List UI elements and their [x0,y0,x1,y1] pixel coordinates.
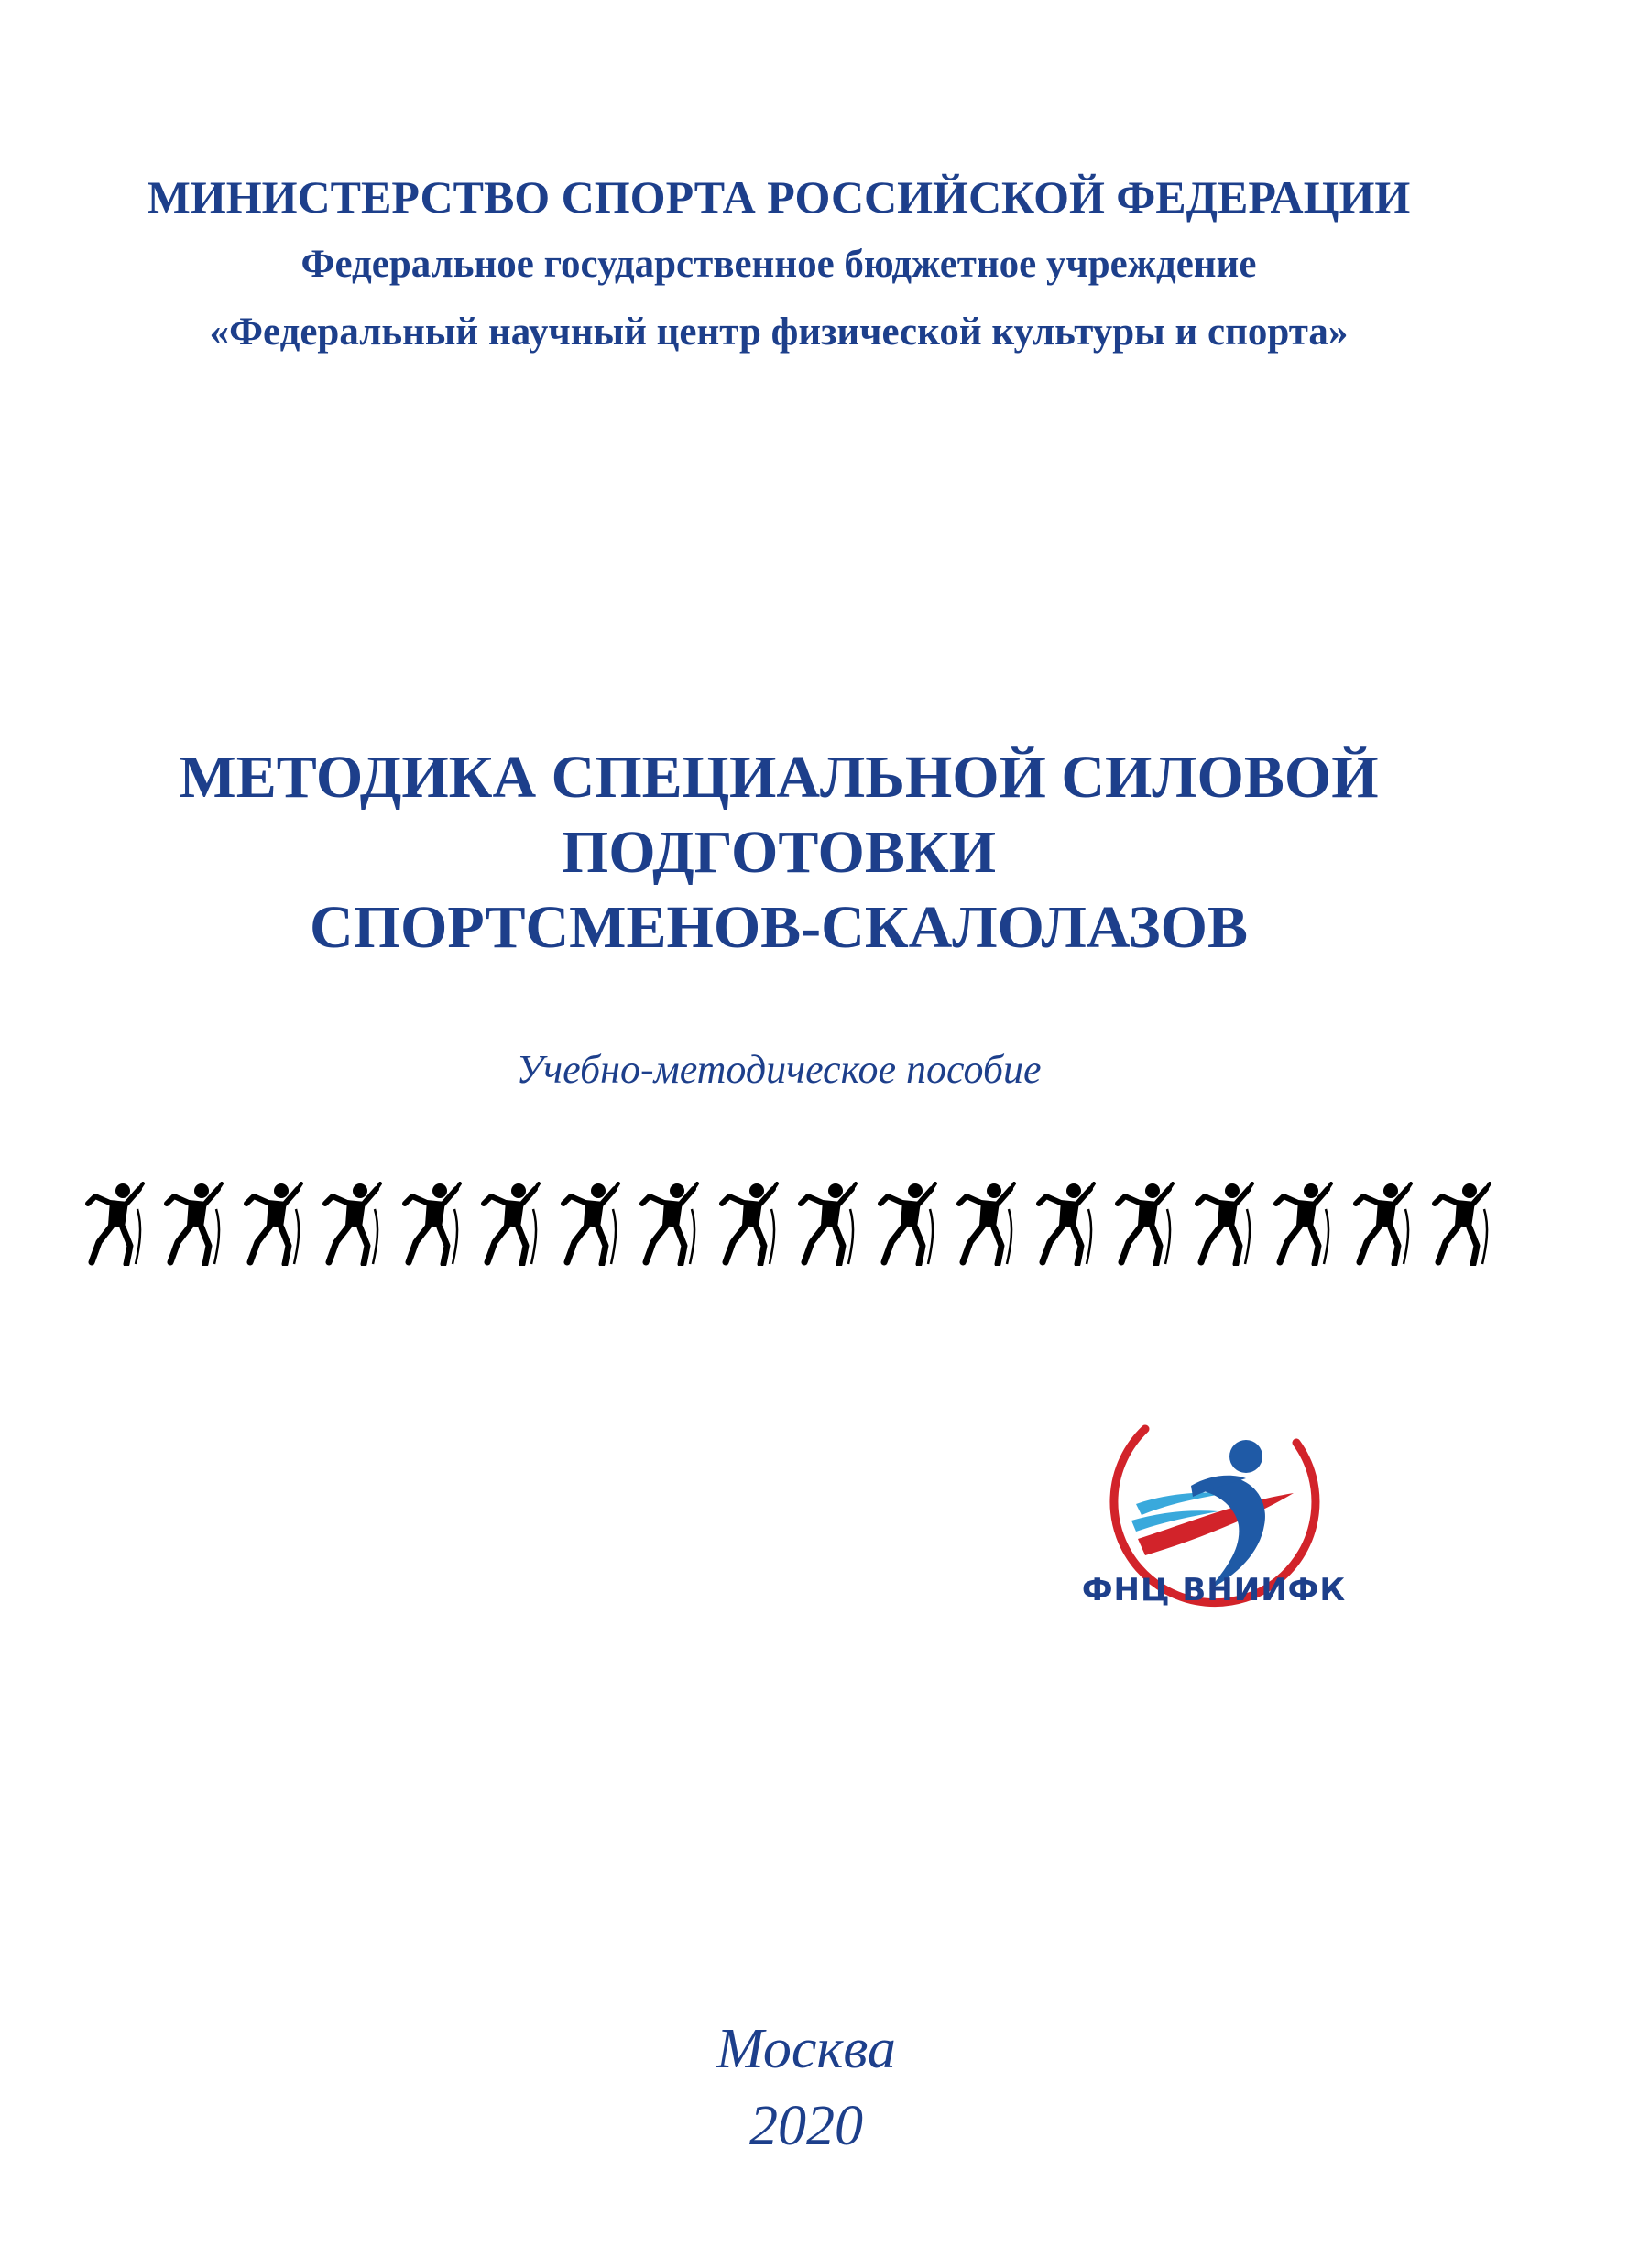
climber-icon [1112,1182,1176,1266]
climber-icon [1350,1182,1415,1266]
publisher-header [0,163,1557,366]
climber-icon [1192,1182,1256,1266]
climber-icon [241,1182,305,1266]
institution-name: «Федеральный научный центр физической культуры и спорта» [209,311,1349,354]
publication-city: Москва [716,2018,896,2080]
climber-icon [82,1182,147,1266]
logo-text: ФНЦ ВНИИФК [1081,1572,1347,1608]
title-line-3: СПОРТСМЕНОВ-СКАЛОЛАЗОВ [310,894,1248,961]
document-title [0,740,1557,965]
title-line-2: ПОДГОТОВКИ [561,819,997,886]
institution-type: Федеральное государственное бюджетное учреждение [300,243,1257,286]
document-subtitle: Учебно-методическое пособие [516,1047,1042,1092]
climber-icon [320,1182,384,1266]
climber-icon [1271,1182,1335,1266]
publication-footer [0,2011,1612,2164]
climber-icon [875,1182,939,1266]
climber-icon [558,1182,622,1266]
ministry-name: МИНИСТЕРСТВО СПОРТА РОССИЙСКОЙ ФЕДЕРАЦИИ [147,171,1411,223]
climber-icon [1033,1182,1098,1266]
climber-icon [399,1182,464,1266]
climber-icon [954,1182,1018,1266]
climber-icon [478,1182,542,1266]
climber-icon [161,1182,225,1266]
climber-icon [1429,1182,1493,1266]
climber-icon [795,1182,859,1266]
climber-icon [637,1182,701,1266]
climber-decoration-row [82,1180,1493,1267]
publication-year: 2020 [749,2095,863,2157]
climber-icon [716,1182,781,1266]
title-line-1: МЕТОДИКА СПЕЦИАЛЬНОЙ СИЛОВОЙ [179,744,1379,811]
